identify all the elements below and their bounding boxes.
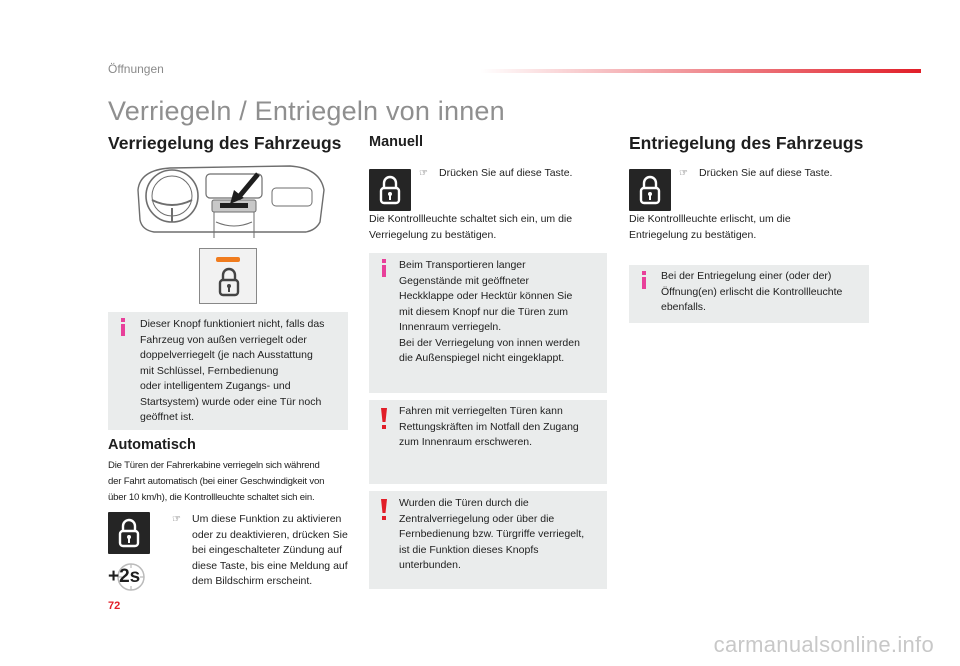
lock-button-icon	[369, 169, 411, 211]
heading-lock: Verriegelung des Fahrzeugs	[108, 133, 342, 153]
lock-icon	[369, 169, 411, 211]
lock-button-icon	[108, 512, 150, 554]
lock-button-icon	[629, 169, 671, 211]
lock-button-closeup	[199, 248, 257, 304]
header-accent-bar	[480, 69, 921, 73]
led-indicator	[216, 257, 240, 262]
page-number: 72	[108, 600, 121, 612]
unlock-text: Die Kontrollleuchte erlischt, um die Entriegelung zu bestätigen.	[629, 213, 791, 241]
info-box-manual	[369, 253, 607, 393]
automatic-text: Die Türen der Fahrerkabine verriegeln sich während der Fahrt automatisch (bei einer Geschwindigkeit von über 10 km/h), die Kontrollleuchte schaltet sich ein.	[108, 460, 325, 503]
lock-icon	[218, 267, 240, 297]
arrow-icon: ☞	[679, 168, 688, 179]
info-icon	[639, 271, 649, 289]
watermark: carmanualsonline.info	[713, 632, 934, 657]
hold-label: +2s	[108, 566, 141, 587]
warning-box-1	[369, 400, 607, 484]
info-icon	[118, 318, 128, 336]
page-title: Verriegeln / Entriegeln von innen	[108, 96, 505, 126]
info-box-lock	[108, 312, 348, 430]
info-box-unlock	[629, 265, 869, 323]
dashboard-illustration	[130, 160, 330, 244]
arrow-icon: ☞	[419, 168, 428, 179]
warning-box-2	[369, 491, 607, 589]
warning-text: Fahren mit verriegelten Türen kann Rettungskräften im Notfall den Zugang zum Innenraum erschweren.	[399, 405, 579, 448]
warning-text: Wurden die Türen durch die Zentralverriegelung oder über die Fernbedienung bzw. Türgriffe verriegelt, ist die Funktion dieses Knopfs unterbunden.	[399, 497, 585, 571]
arrow-icon: ☞	[172, 514, 181, 525]
exclamation-icon	[379, 408, 389, 430]
info-text: Bei der Entriegelung einer (oder der) Öffnung(en) erlischt die Kontrollleuchte ebenfalls.	[661, 270, 843, 313]
heading-manual: Manuell	[369, 134, 423, 150]
timer-icon	[108, 562, 150, 592]
lock-icon	[629, 169, 671, 211]
info-text: Beim Transportieren langer Gegenstände mit geöffneter Heckklappe oder Hecktür können Sie mit diesem Knopf nur die Türen zum Innenraum verriegeln. Bei der Verriegelung von innen werden die Außenspiegel nicht eingeklappt.	[399, 259, 580, 364]
lock-icon	[108, 512, 150, 554]
manual-text: Die Kontrollleuchte schaltet sich ein, um die Verriegelung zu bestätigen.	[369, 213, 573, 241]
section-label: Öffnungen	[108, 62, 164, 76]
info-text: Dieser Knopf funktioniert nicht, falls das Fahrzeug von außen verriegelt oder doppelverriegelt (je nach Ausstattung mit Schlüssel, Fernbedienung oder intelligentem Zugangs- und Startsystem) wurde oder eine Tür noch geöffnet ist.	[140, 318, 325, 423]
heading-unlock: Entriegelung des Fahrzeugs	[629, 133, 864, 153]
heading-automatic: Automatisch	[108, 437, 196, 453]
info-icon	[379, 259, 389, 277]
exclamation-icon	[379, 499, 389, 521]
